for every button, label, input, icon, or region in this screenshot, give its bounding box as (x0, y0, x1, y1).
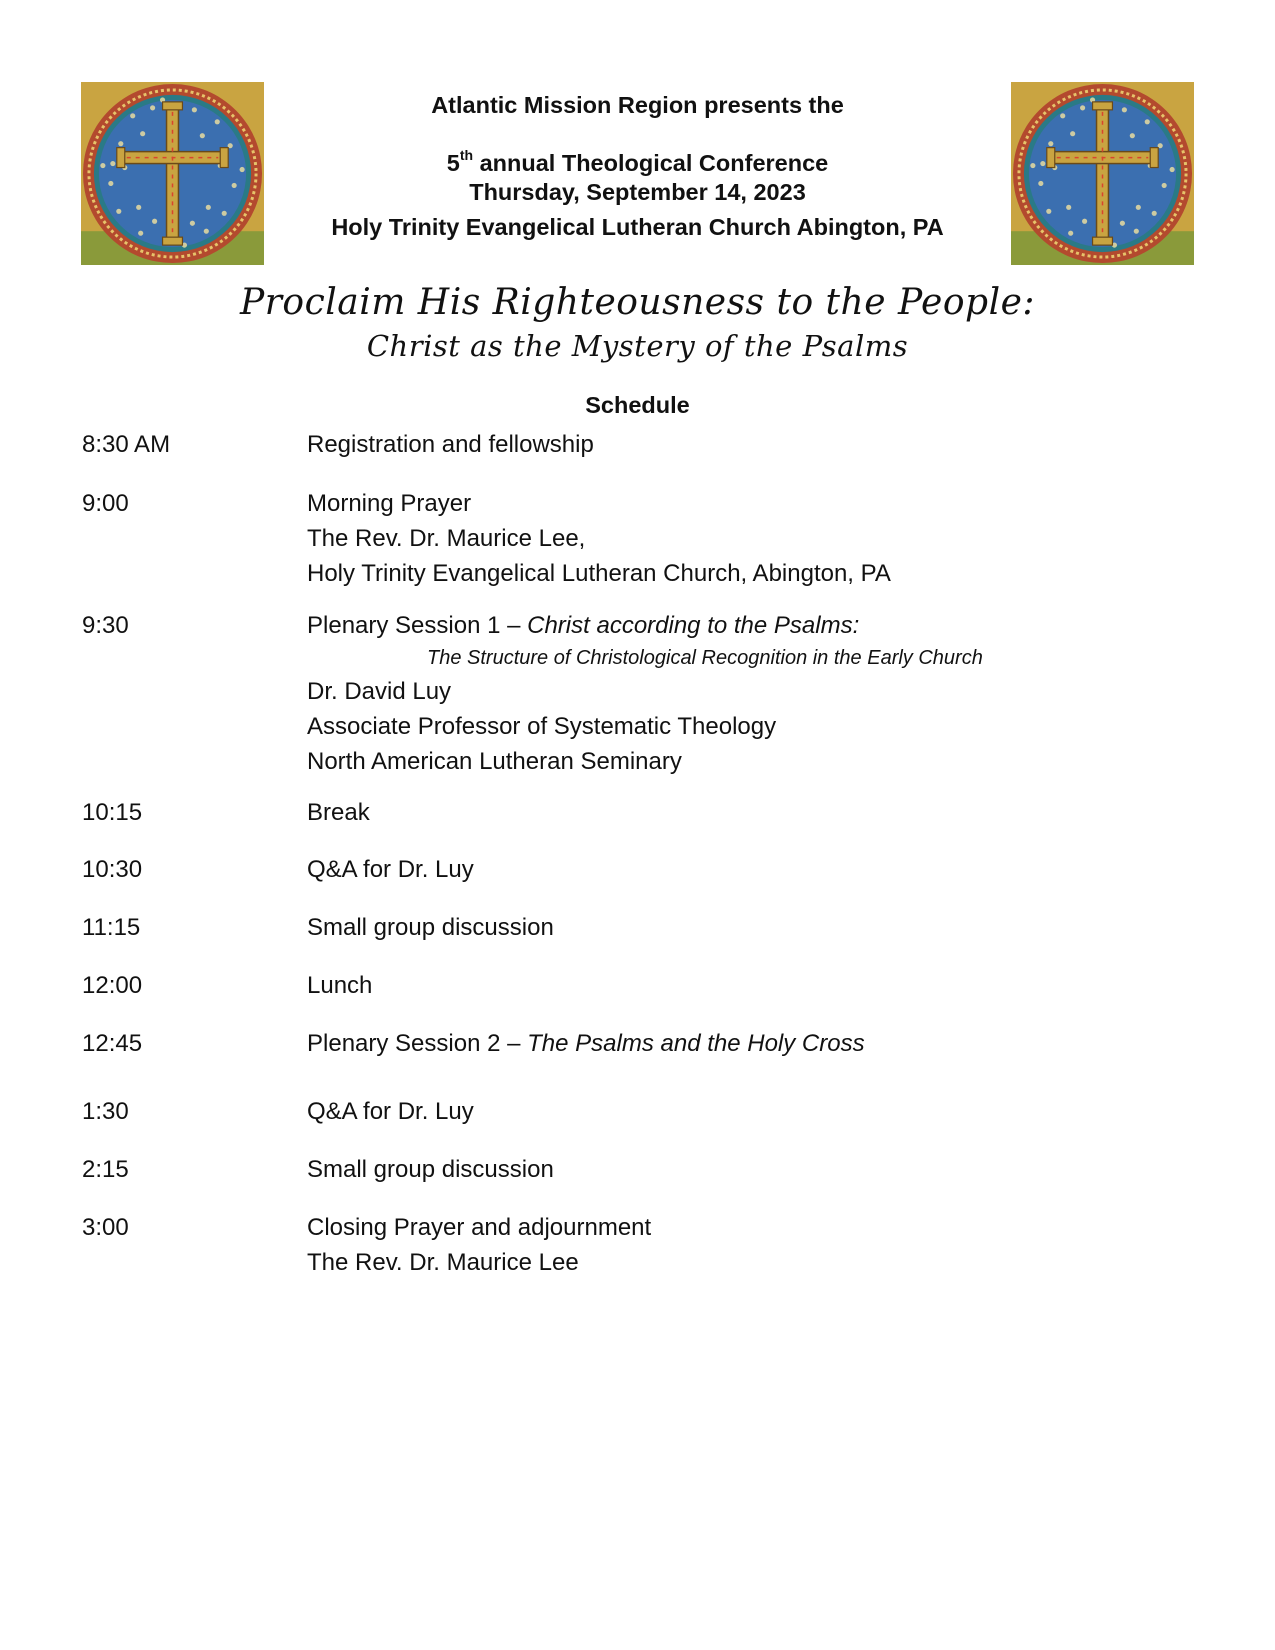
schedule-line-text: North American Lutheran Seminary (307, 748, 682, 775)
schedule-details (307, 910, 554, 945)
schedule-line (307, 1094, 474, 1129)
schedule-line-text: Lunch (307, 972, 373, 999)
schedule-line (307, 1026, 865, 1061)
schedule-time: 10:15 (82, 799, 143, 826)
schedule-line-text: The Rev. Dr. Maurice Lee, (307, 525, 586, 552)
schedule-details (307, 1210, 651, 1280)
schedule-time: 2:15 (82, 1156, 129, 1183)
conference-name: annual Theological Conference (473, 149, 829, 176)
cross-mosaic-image-right (1011, 81, 1194, 266)
schedule-details (307, 1094, 474, 1129)
schedule-details (307, 968, 372, 1003)
schedule-line (307, 709, 983, 744)
schedule-time: 12:45 (82, 1030, 143, 1057)
schedule-line-text: Registration and fellowship (307, 431, 594, 458)
schedule-time: 9:00 (82, 490, 129, 517)
schedule-time: 9:30 (82, 612, 129, 639)
schedule-line (307, 795, 370, 830)
schedule-line-text: Small group discussion (307, 1156, 554, 1183)
cross-mosaic-image-left (81, 81, 264, 266)
conference-subtitle: Christ as the Mystery of the Psalms (366, 329, 909, 363)
conference-venue: Holy Trinity Evangelical Lutheran Church Abington, PA (331, 214, 944, 240)
schedule-time: 8:30 AM (82, 431, 171, 458)
schedule-line (307, 968, 372, 1003)
schedule-time: 10:30 (82, 856, 143, 883)
schedule-line-text: Q&A for Dr. Luy (307, 1098, 474, 1125)
schedule-line (307, 1152, 554, 1187)
schedule-line-text: The Rev. Dr. Maurice Lee (307, 1249, 579, 1276)
schedule-line (307, 1210, 651, 1245)
schedule-line (307, 852, 474, 887)
schedule-details (307, 427, 594, 462)
schedule-line-text: Closing Prayer and adjournment (307, 1214, 652, 1241)
schedule-line (307, 486, 891, 521)
ordinal-number: 5 (446, 149, 460, 176)
schedule-line-text: Break (307, 799, 370, 826)
conference-date: Thursday, September 14, 2023 (469, 179, 806, 205)
presenter-line: Atlantic Mission Region presents the (431, 92, 844, 118)
schedule-line (307, 556, 891, 591)
schedule-line-text: Q&A for Dr. Luy (307, 856, 474, 883)
schedule-details (307, 852, 474, 887)
schedule-line (307, 744, 983, 779)
schedule-line-text: Associate Professor of Systematic Theology (307, 713, 777, 740)
schedule-time: 3:00 (82, 1214, 129, 1241)
schedule-line-text: Plenary Session 1 – (307, 612, 528, 639)
schedule-line (307, 521, 891, 556)
schedule-time: 12:00 (82, 972, 143, 999)
schedule-details (307, 795, 370, 830)
conference-title: Proclaim His Righteousness to the People: (239, 282, 1036, 323)
schedule-line (307, 427, 594, 462)
schedule-line (307, 1245, 651, 1280)
schedule-time: 1:30 (82, 1098, 129, 1125)
schedule-line-text: Holy Trinity Evangelical Lutheran Church, Abington, PA (307, 560, 891, 587)
session-title: Christ according to the Psalms: (527, 612, 860, 639)
schedule-details (307, 608, 983, 779)
ordinal-suffix: th (459, 147, 474, 163)
schedule-line (307, 674, 983, 709)
schedule-details (307, 1152, 554, 1187)
conference-header (265, 88, 1010, 245)
schedule-time: 11:15 (82, 914, 141, 941)
schedule-heading: Schedule (585, 392, 690, 418)
schedule-line (307, 910, 554, 945)
session-subtitle: The Structure of Christological Recognition in the Early Church (427, 647, 983, 669)
schedule-line (307, 608, 983, 643)
conference-name-line (265, 140, 1010, 175)
schedule-line-text: Dr. David Luy (307, 678, 452, 705)
schedule-details (307, 486, 891, 591)
schedule-details (307, 1026, 865, 1061)
schedule-line-text: Small group discussion (307, 914, 554, 941)
schedule-line-text: Plenary Session 2 – (307, 1030, 528, 1057)
schedule-line-text: Morning Prayer (307, 490, 472, 517)
session-title: The Psalms and the Holy Cross (527, 1030, 865, 1057)
